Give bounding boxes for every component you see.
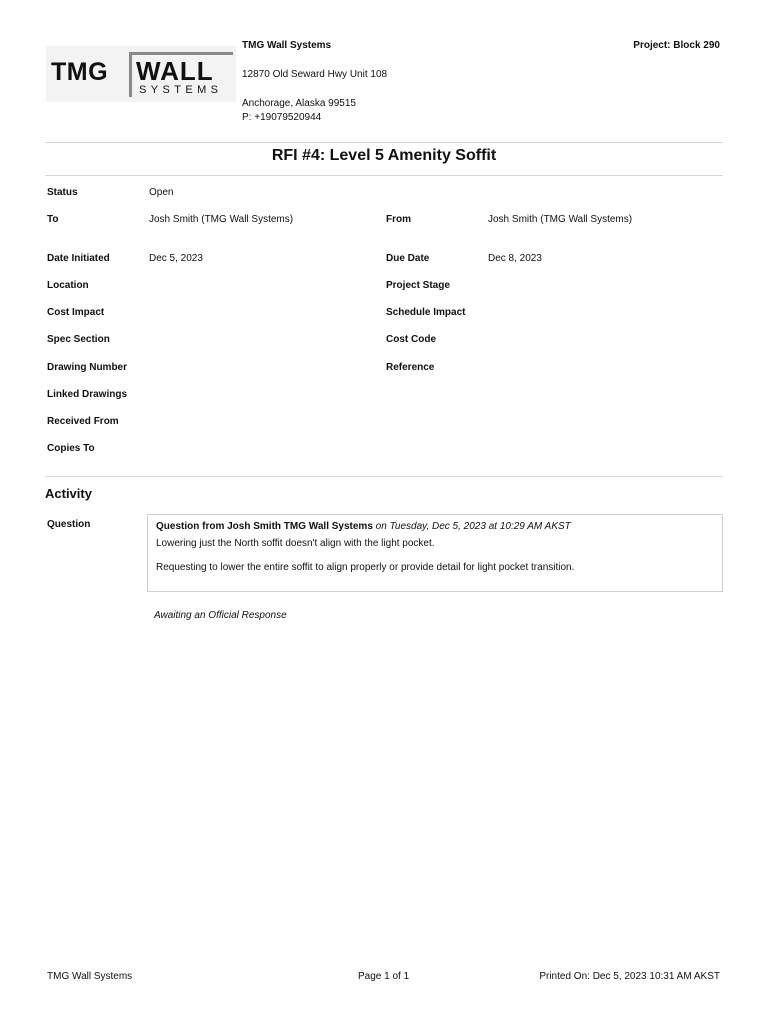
question-box (147, 514, 723, 592)
footer-page-number: Page 1 of 1 (358, 971, 410, 982)
due-date-value: Dec 8, 2023 (488, 253, 542, 264)
question-timestamp: on Tuesday, Dec 5, 2023 at 10:29 AM AKST (372, 521, 571, 532)
to-value: Josh Smith (TMG Wall Systems) (149, 214, 294, 225)
header-phone: P: +19079520944 (242, 112, 322, 123)
linked-drawings-label: Linked Drawings (47, 389, 128, 400)
cost-impact-label: Cost Impact (47, 307, 105, 318)
spec-section-label: Spec Section (47, 334, 110, 345)
cost-code-label: Cost Code (386, 334, 436, 345)
footer-company: TMG Wall Systems (47, 971, 133, 982)
header-address-line1: 12870 Old Seward Hwy Unit 108 (242, 69, 388, 80)
activity-heading: Activity (45, 486, 92, 501)
date-initiated-value: Dec 5, 2023 (149, 253, 203, 264)
status-value: Open (149, 187, 174, 198)
project-stage-label: Project Stage (386, 280, 450, 291)
to-label: To (47, 214, 59, 225)
question-author: Question from Josh Smith TMG Wall Systems (156, 521, 373, 532)
due-date-label: Due Date (386, 253, 430, 264)
location-label: Location (47, 280, 89, 291)
drawing-number-label: Drawing Number (47, 362, 128, 373)
awaiting-response-note: Awaiting an Official Response (154, 610, 287, 621)
logo-tmg-text: TMG (51, 58, 109, 86)
question-label: Question (47, 519, 91, 530)
footer-printed-on: Printed On: Dec 5, 2023 10:31 AM AKST (539, 971, 720, 982)
received-from-label: Received From (47, 416, 119, 427)
from-value: Josh Smith (TMG Wall Systems) (488, 214, 633, 225)
question-text-line2: Requesting to lower the entire soffit to align properly or provide detail for light pocket transition. (156, 562, 575, 573)
logo-systems-text: SYSTEMS (139, 84, 223, 96)
reference-label: Reference (386, 362, 435, 373)
divider (45, 476, 723, 477)
status-label: Status (47, 187, 78, 198)
company-logo (46, 46, 236, 102)
divider (45, 142, 723, 143)
header-address-line2: Anchorage, Alaska 99515 (242, 98, 356, 109)
divider (45, 175, 723, 176)
logo-wall-text: WALL (136, 56, 214, 86)
schedule-impact-label: Schedule Impact (386, 307, 466, 318)
copies-to-label: Copies To (47, 443, 95, 454)
header-company-name: TMG Wall Systems (242, 40, 332, 51)
from-label: From (386, 214, 411, 225)
date-initiated-label: Date Initiated (47, 253, 110, 264)
question-header (156, 521, 571, 532)
header-project: Project: Block 290 (633, 40, 720, 51)
document-title: RFI #4: Level 5 Amenity Soffit (271, 147, 497, 164)
question-text-line1: Lowering just the North soffit doesn't align with the light pocket. (156, 538, 435, 549)
